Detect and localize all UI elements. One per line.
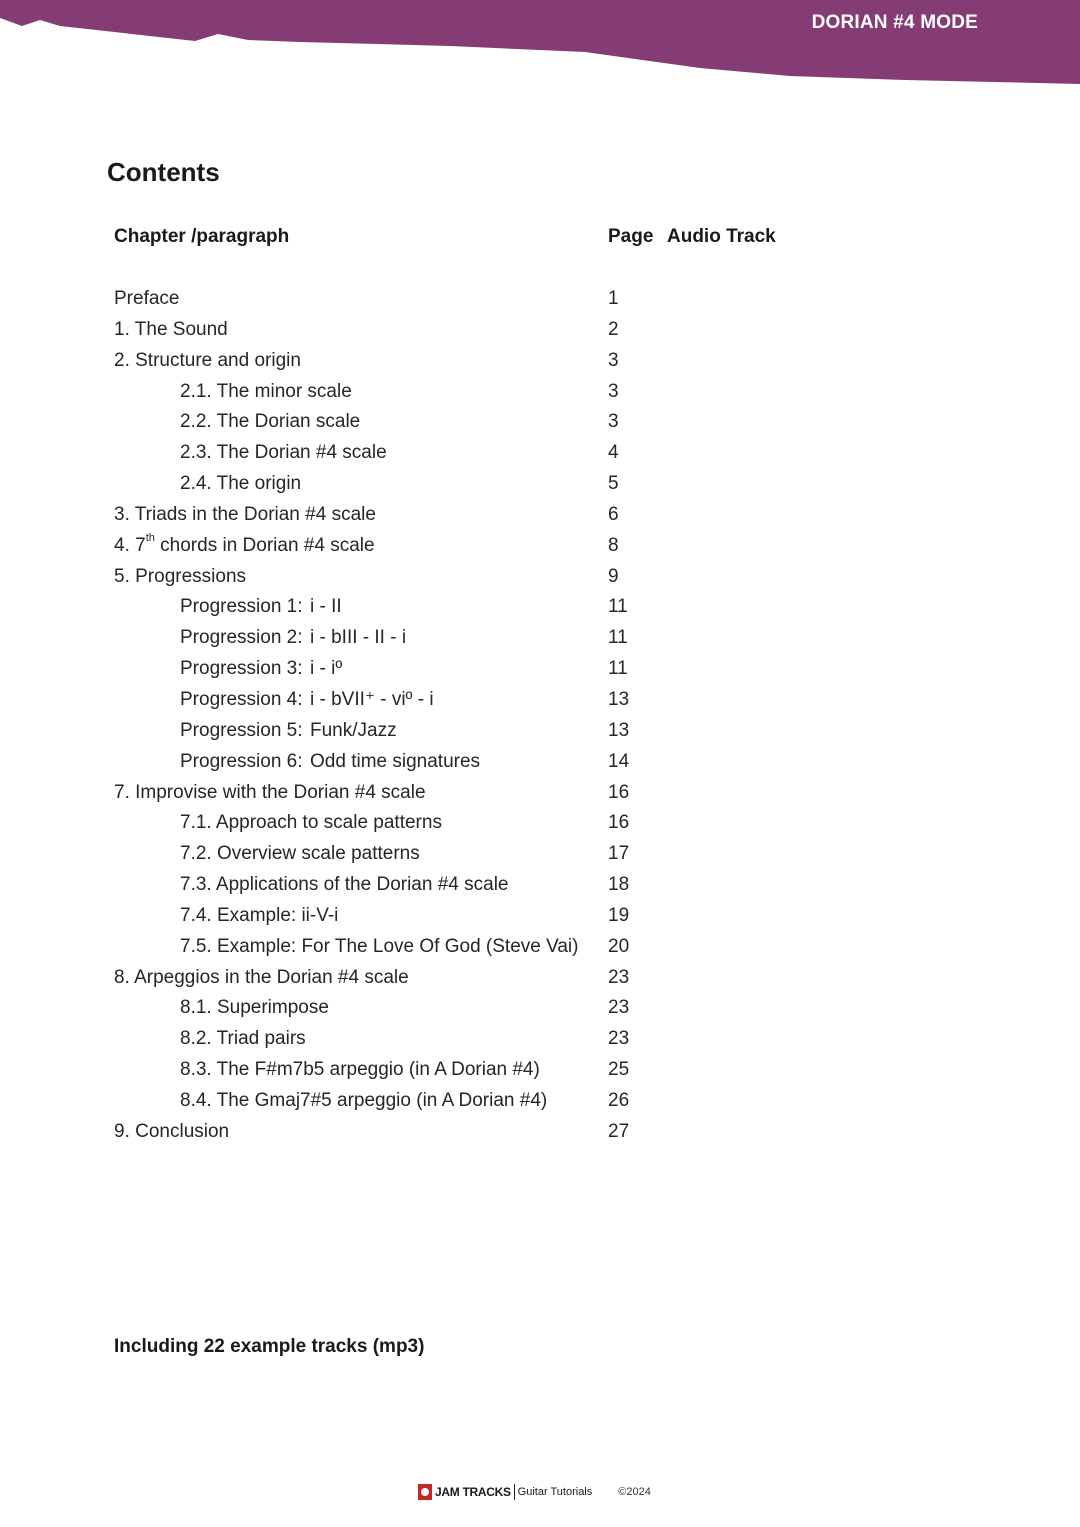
progression-title: Funk/Jazz: [310, 719, 397, 741]
toc-label: 7. Improvise with the Dorian #4 scale: [114, 781, 426, 803]
toc-page-number: 8: [608, 534, 619, 556]
table-of-contents: [0, 284, 1080, 1148]
toc-row[interactable]: [0, 469, 1080, 500]
toc-row[interactable]: [0, 963, 1080, 994]
progression-title: i - bVII⁺ - viº - i: [310, 688, 434, 710]
toc-row[interactable]: [0, 346, 1080, 377]
toc-row[interactable]: [0, 716, 1080, 747]
toc-row[interactable]: [0, 407, 1080, 438]
toc-row[interactable]: [0, 562, 1080, 593]
toc-label: Preface: [114, 288, 180, 309]
progression-title: i - II: [310, 596, 342, 618]
column-header-page: Page: [608, 226, 654, 247]
footer-brand: JAM TRACKS: [435, 1484, 515, 1500]
toc-row[interactable]: [0, 901, 1080, 932]
toc-row[interactable]: [0, 993, 1080, 1024]
toc-label-part: 4. 7: [114, 534, 146, 556]
toc-label: Progression 5:: [180, 719, 303, 741]
toc-row[interactable]: [0, 315, 1080, 346]
toc-row[interactable]: [0, 839, 1080, 870]
toc-label: 9. Conclusion: [114, 1120, 230, 1142]
toc-row[interactable]: [0, 747, 1080, 778]
toc-row[interactable]: [0, 500, 1080, 531]
toc-row[interactable]: [0, 870, 1080, 901]
progression-title: i - bIII - II - i: [310, 627, 407, 649]
toc-page-number: 11: [608, 627, 628, 649]
toc-label: 5. Progressions: [114, 565, 247, 587]
toc-label-part: chords in Dorian #4 scale: [154, 534, 375, 556]
toc-row[interactable]: [0, 1024, 1080, 1055]
toc-page-number: 19: [608, 904, 630, 926]
toc-label: 7.1. Approach to scale patterns: [180, 812, 442, 834]
toc-page-number: 3: [608, 411, 619, 433]
header-title: DORIAN #4 MODE: [811, 12, 978, 33]
ordinal-superscript: th: [145, 532, 155, 545]
progression-title: Odd time signatures: [310, 750, 481, 772]
toc-label: 2.4. The origin: [180, 473, 302, 495]
toc-row[interactable]: [0, 685, 1080, 716]
toc-label: 8.3. The F#m7b5 arpeggio (in A Dorian #4): [180, 1059, 540, 1081]
toc-page-number: 16: [608, 781, 630, 803]
toc-page-number: 3: [608, 349, 619, 371]
toc-row[interactable]: [0, 438, 1080, 469]
toc-page-number: 5: [608, 473, 619, 495]
toc-label: 8. Arpeggios in the Dorian #4 scale: [114, 966, 409, 988]
toc-page-number: 11: [608, 658, 628, 680]
toc-page-number: 20: [608, 935, 630, 957]
toc-row[interactable]: [0, 932, 1080, 963]
toc-label: 3. Triads in the Dorian #4 scale: [114, 503, 376, 525]
toc-label: 8.1. Superimpose: [180, 997, 329, 1019]
toc-label: 7.5. Example: For The Love Of God (Steve Vai): [180, 935, 579, 957]
toc-page-number: 9: [608, 565, 619, 587]
toc-label: Progression 1:: [180, 596, 303, 618]
toc-row[interactable]: [0, 808, 1080, 839]
toc-label: 2.2. The Dorian scale: [180, 411, 361, 433]
toc-label: Progression 4:: [180, 688, 303, 710]
toc-label: Progression 3:: [180, 658, 303, 680]
toc-label: 7.2. Overview scale patterns: [180, 843, 420, 865]
column-header-audio-track: Audio Track: [667, 226, 776, 247]
jamtracks-logo-icon: [418, 1484, 432, 1500]
column-header-chapter: Chapter /paragraph: [114, 226, 290, 247]
footer-copyright: ©2024: [618, 1486, 651, 1498]
toc-page-number: 2: [608, 318, 619, 340]
toc-page-number: 13: [608, 719, 630, 741]
toc-row[interactable]: [0, 1086, 1080, 1117]
toc-row[interactable]: [0, 1055, 1080, 1086]
toc-row[interactable]: [0, 284, 1080, 315]
toc-row[interactable]: [0, 531, 1080, 562]
toc-page-number: 23: [608, 966, 630, 988]
toc-row[interactable]: [0, 623, 1080, 654]
page-title: Contents: [107, 157, 220, 187]
toc-label: 7.4. Example: ii-V-i: [180, 904, 339, 926]
toc-page-number: 16: [608, 812, 630, 834]
toc-label: Progression 6:: [180, 750, 303, 772]
toc-page-number: 6: [608, 503, 619, 525]
toc-label: 2.1. The minor scale: [180, 380, 352, 402]
footer-brand-subtitle: Guitar Tutorials: [517, 1486, 593, 1498]
toc-label: 7.3. Applications of the Dorian #4 scale: [180, 874, 509, 896]
toc-row[interactable]: [0, 377, 1080, 408]
example-tracks-note: Including 22 example tracks (mp3): [114, 1336, 425, 1357]
toc-page-number: 4: [608, 442, 619, 464]
toc-row[interactable]: [0, 778, 1080, 809]
toc-label: 8.4. The Gmaj7#5 arpeggio (in A Dorian #4): [180, 1089, 548, 1111]
toc-row[interactable]: [0, 1117, 1080, 1148]
toc-page-number: 3: [608, 380, 619, 402]
toc-label: 1. The Sound: [114, 318, 228, 340]
progression-title: i - iº: [310, 658, 343, 680]
toc-row[interactable]: [0, 592, 1080, 623]
footer: [418, 1482, 651, 1502]
toc-page-number: 27: [608, 1120, 630, 1142]
toc-page-number: 13: [608, 688, 630, 710]
toc-label: [114, 531, 375, 562]
toc-page-number: 26: [608, 1089, 630, 1111]
toc-page-number: 1: [608, 288, 619, 309]
toc-page-number: 17: [608, 843, 630, 865]
toc-page-number: 11: [608, 596, 628, 618]
toc-row[interactable]: [0, 654, 1080, 685]
toc-label: Progression 2:: [180, 627, 303, 649]
toc-label: 2.3. The Dorian #4 scale: [180, 442, 387, 464]
toc-page-number: 23: [608, 997, 630, 1019]
toc-label: 8.2. Triad pairs: [180, 1028, 306, 1050]
toc-page-number: 23: [608, 1028, 630, 1050]
toc-page-number: 25: [608, 1059, 630, 1081]
toc-page-number: 14: [608, 750, 630, 772]
toc-label: 2. Structure and origin: [114, 349, 301, 371]
toc-page-number: 18: [608, 874, 630, 896]
